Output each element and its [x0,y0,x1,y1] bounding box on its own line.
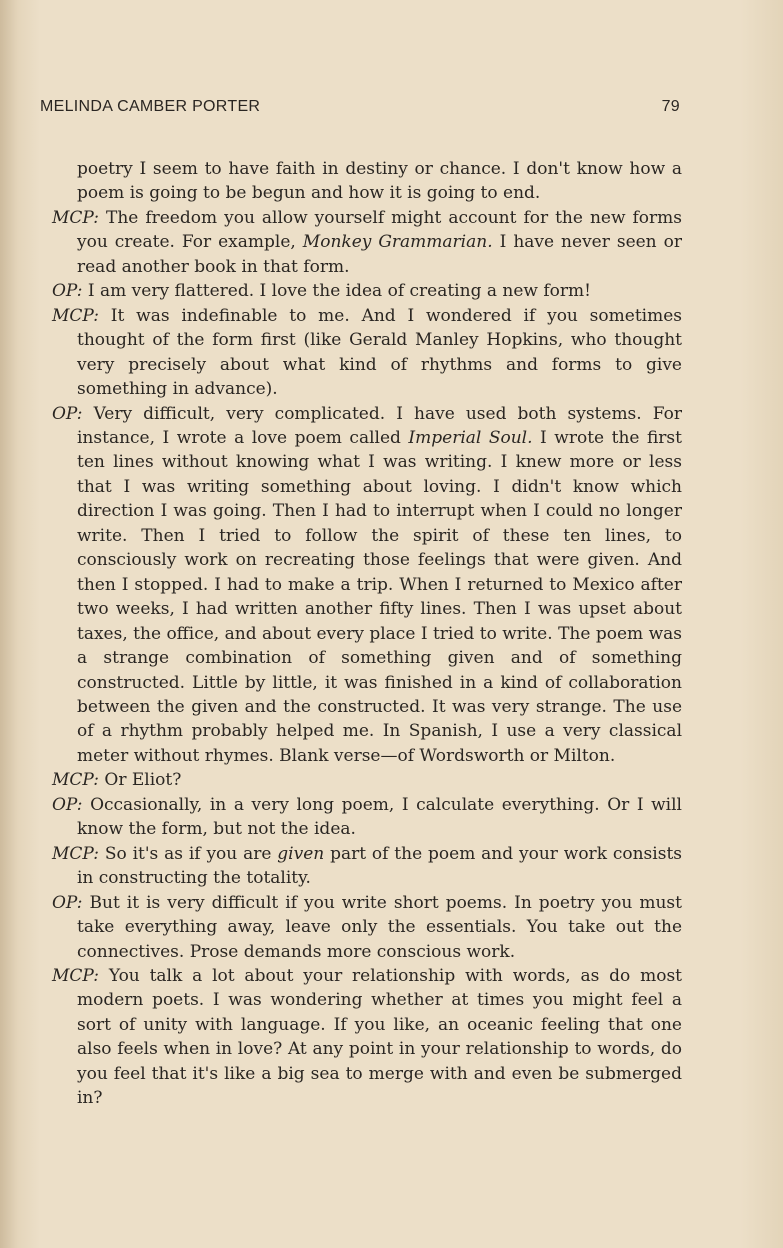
interview-turn [52,793,682,842]
paragraph-text: But it is very difficult if you write short poems. In poetry you must take everything away, leave only the essentials. You take out the connectives. Prose demands more conscious work. [77,892,682,962]
interview-turn [52,279,682,303]
paragraph-text: You talk a lot about your relationship with words, as do most modern poets. I was wondering whether at times you might feel a sort of unity with language. If you like, an oceanic feeling that one also feels when in love? At any point in your relationship to words, do you feel that it's like a big sea to merge with and even be submerged in? [77,965,682,1109]
paragraph-text: The freedom you allow yourself might account for the new forms you create. For example, [77,207,682,253]
paragraph-text: poetry I seem to have faith in destiny or chance. I don't know how a poem is going to be begun and how it is going to end. [77,159,682,204]
interview-turn [52,206,682,279]
interview-turn [52,768,682,792]
speaker-label: MCP: [52,965,99,986]
running-head-author: MELINDA CAMBER PORTER [40,98,261,115]
running-header [40,98,680,122]
speaker-label: MCP: [52,843,99,864]
page-number: 79 [661,98,680,115]
paragraph-text: Or Eliot? [104,770,182,791]
speaker-label: OP: [52,794,83,815]
paragraph-text: So it's as if you are [104,843,278,864]
speaker-label: MCP: [52,305,99,326]
paragraph-text: I have never seen or read another book in that form. [77,232,682,277]
speaker-label: MCP: [52,770,99,791]
interview-turn [52,402,682,769]
paragraph-text: Occasionally, in a very long poem, I calculate everything. Or I will know the form, but not the idea. [77,794,682,840]
poem-title: Imperial Soul. [408,427,533,448]
interview-turn [52,842,682,891]
speaker-label: OP: [52,892,83,913]
interview-text [52,157,682,1111]
paragraph-text: I am very flattered. I love the idea of creating a new form! [87,281,591,302]
speaker-label: OP: [52,403,83,424]
paragraph-text: part of the poem and your work consists in constructing the totality. [77,843,682,889]
speaker-label: MCP: [52,207,99,228]
continued-paragraph [52,157,682,206]
emphasis-word: given [277,843,325,864]
interview-turn [52,964,682,1111]
paragraph-text: I wrote the first ten lines without knowing what I was writing. I knew more or less that I was writing something about loving. I didn't know which direction I was going. Then I had to interrupt when I could no longer write. Then I tried to follow the spirit of these ten lines, to consciously work on recreating those feelings that were given. And then I stopped. I had to make a trip. When I returned to Mexico after two weeks, I had written another fifty lines. Then I was upset about taxes, the office, and about every place I tried to write. The poem was a strange combination of something given and of something constructed. Little by little, it was finished in a kind of collaboration between the given and the constructed. It was very strange. The use of a rhythm probably helped me. In Spanish, I use a very classical meter without rhymes. Blank verse—of Wordsworth or Milton. [77,427,682,766]
paragraph-text: Very difficult, very complicated. I have used both systems. For instance, I wrote a love poem called [77,403,682,448]
interview-turn [52,891,682,964]
speaker-label: OP: [52,281,83,302]
book-title: Monkey Grammarian. [302,232,493,253]
paragraph-text: It was indefinable to me. And I wondered if you sometimes thought of the form first (like Gerald Manley Hopkins, who thought very precisely about what kind of rhythms and forms to give something in advance). [77,305,682,400]
interview-turn [52,304,682,402]
